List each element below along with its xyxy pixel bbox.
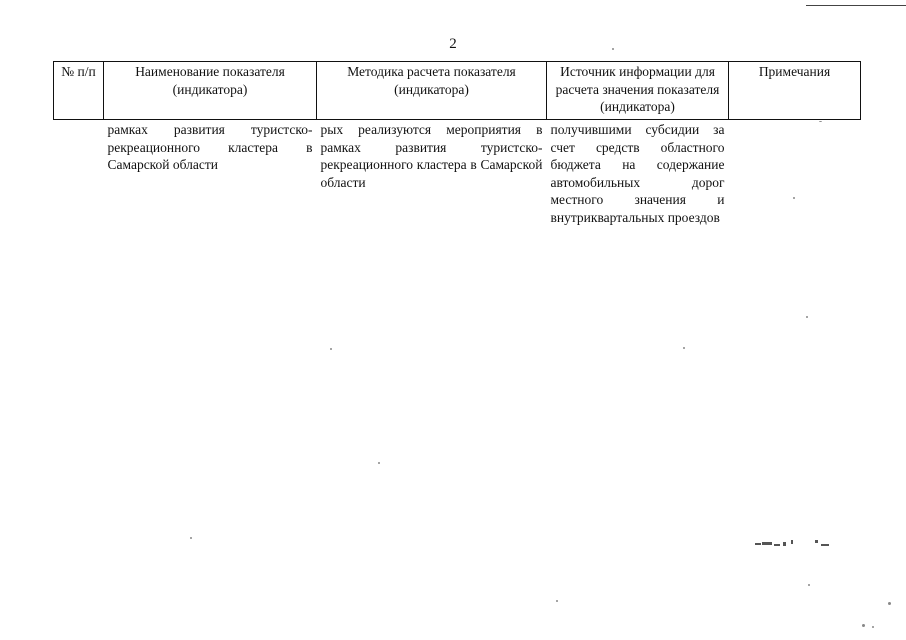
scan-speck <box>556 600 558 602</box>
scan-speck <box>378 462 380 464</box>
cell-information-source: получившими субсидии за счет средств областного бюджета на содержание автомобильных дорог местного значения и внутриквартальных проездов <box>550 122 725 225</box>
header-number: № п/п <box>54 62 104 120</box>
scan-speck <box>808 584 810 586</box>
header-row <box>54 62 861 120</box>
top-edge-rule <box>806 5 906 6</box>
header-indicator-name: Наименование показателя (индикатора) <box>104 62 317 120</box>
cell-number <box>54 120 104 227</box>
scan-speck <box>793 197 795 199</box>
scan-speck <box>806 316 808 318</box>
scan-speck <box>819 121 822 122</box>
scan-speck <box>190 537 192 539</box>
cell-calculation-method: рых реализуются мероприятия в рамках развития туристско-рекреационного кластера в Самарской области <box>320 122 543 190</box>
scan-speck <box>862 624 865 627</box>
cell-indicator-name: рамках развития туристско-рекреационного кластера в Самарской области <box>107 122 313 172</box>
scan-speck <box>888 602 891 605</box>
table-row <box>54 120 861 227</box>
scan-speck <box>683 347 685 349</box>
header-calculation-method: Методика расчета показателя (индикатора) <box>317 62 547 120</box>
scan-speck <box>612 48 614 50</box>
header-notes: Примечания <box>729 62 861 120</box>
header-information-source: Источник информации для расчета значения показателя (индикатора) <box>547 62 729 120</box>
scan-smudge <box>755 540 835 550</box>
scan-speck <box>872 626 874 628</box>
table-header <box>54 62 861 120</box>
page-number: 2 <box>449 36 457 52</box>
cell-notes <box>729 120 861 227</box>
table-body <box>54 120 861 227</box>
scan-speck <box>330 348 332 350</box>
indicator-table <box>53 61 861 226</box>
